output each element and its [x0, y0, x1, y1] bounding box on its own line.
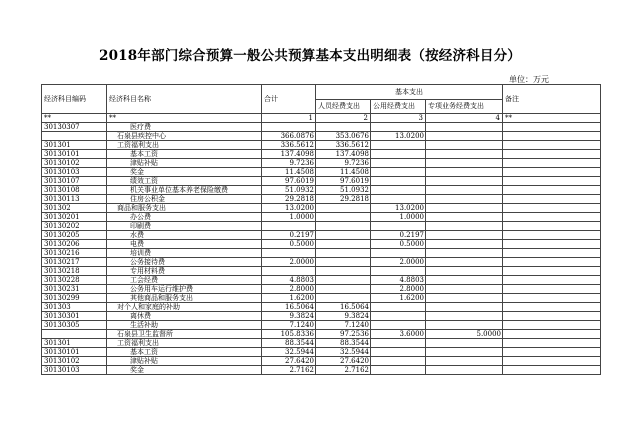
- row-personnel: [316, 231, 371, 240]
- row-total: [262, 123, 316, 132]
- row-special: [426, 186, 503, 195]
- row-name: 津贴补贴: [107, 159, 262, 168]
- row-special: [426, 132, 503, 141]
- row-name: 工资福利支出: [107, 339, 262, 348]
- row-personnel: 11.4508: [316, 168, 371, 177]
- table-row: [42, 186, 601, 195]
- row-special: [426, 294, 503, 303]
- row-public: [371, 303, 426, 312]
- row-total: 11.4508: [262, 168, 316, 177]
- row-note: [503, 141, 601, 150]
- row-total: 13.0200: [262, 204, 316, 213]
- row-public: 1.6200: [371, 294, 426, 303]
- row-total: 51.0932: [262, 186, 316, 195]
- row-special: [426, 150, 503, 159]
- index-3: 3: [371, 114, 426, 123]
- row-note: [503, 132, 601, 141]
- row-code: 30130205: [42, 231, 107, 240]
- row-personnel: [316, 267, 371, 276]
- row-name: 培训费: [107, 249, 262, 258]
- row-total: 88.3544: [262, 339, 316, 348]
- row-name: 印刷费: [107, 222, 262, 231]
- row-public: [371, 339, 426, 348]
- table-row: [42, 294, 601, 303]
- row-public: [371, 150, 426, 159]
- row-total: 4.8803: [262, 276, 316, 285]
- row-code: 30130101: [42, 348, 107, 357]
- row-personnel: [316, 258, 371, 267]
- row-total: 0.2197: [262, 231, 316, 240]
- row-code: 30130201: [42, 213, 107, 222]
- row-name: 商品和服务支出: [107, 204, 262, 213]
- row-special: 5.0000: [426, 330, 503, 339]
- row-note: [503, 276, 601, 285]
- row-code: 30130216: [42, 249, 107, 258]
- row-note: [503, 177, 601, 186]
- table-row: [42, 276, 601, 285]
- table-row: [42, 195, 601, 204]
- row-public: [371, 267, 426, 276]
- row-public: [371, 168, 426, 177]
- table-row: [42, 141, 601, 150]
- row-name: 基本工资: [107, 348, 262, 357]
- row-name: 基本工资: [107, 150, 262, 159]
- row-note: [503, 357, 601, 366]
- row-personnel: [316, 240, 371, 249]
- table-row: [42, 240, 601, 249]
- row-total: 1.0000: [262, 213, 316, 222]
- table-row: [42, 258, 601, 267]
- row-note: [503, 366, 601, 375]
- row-public: [371, 159, 426, 168]
- header-personnel: 人员经费支出: [316, 99, 371, 114]
- row-note: [503, 339, 601, 348]
- row-name: 生活补助: [107, 321, 262, 330]
- row-personnel: 353.0676: [316, 132, 371, 141]
- row-total: 137.4098: [262, 150, 316, 159]
- row-note: [503, 258, 601, 267]
- table-row: [42, 285, 601, 294]
- row-name: 工资福利支出: [107, 141, 262, 150]
- row-personnel: 88.3544: [316, 339, 371, 348]
- row-special: [426, 159, 503, 168]
- row-name: 水费: [107, 231, 262, 240]
- row-personnel: 27.6420: [316, 357, 371, 366]
- index-note: **: [503, 114, 601, 123]
- row-public: 1.0000: [371, 213, 426, 222]
- row-name: 奖金: [107, 168, 262, 177]
- row-personnel: [316, 213, 371, 222]
- row-special: [426, 321, 503, 330]
- row-note: [503, 294, 601, 303]
- row-special: [426, 177, 503, 186]
- row-note: [503, 231, 601, 240]
- row-personnel: [316, 285, 371, 294]
- row-name: 工会经费: [107, 276, 262, 285]
- row-note: [503, 330, 601, 339]
- row-public: [371, 357, 426, 366]
- row-special: [426, 222, 503, 231]
- row-name: 石泉县卫生监督所: [107, 330, 262, 339]
- table-row: [42, 339, 601, 348]
- row-code: 30130102: [42, 159, 107, 168]
- index-2: 2: [316, 114, 371, 123]
- row-personnel: [316, 123, 371, 132]
- row-total: 97.6019: [262, 177, 316, 186]
- row-name: 住房公积金: [107, 195, 262, 204]
- row-special: [426, 240, 503, 249]
- row-public: 0.2197: [371, 231, 426, 240]
- table-row: [42, 267, 601, 276]
- row-public: 0.5000: [371, 240, 426, 249]
- header-total: 合计: [262, 85, 316, 114]
- row-code: 30130108: [42, 186, 107, 195]
- table-row: [42, 132, 601, 141]
- row-special: [426, 303, 503, 312]
- row-note: [503, 213, 601, 222]
- row-note: [503, 123, 601, 132]
- table-row: [42, 249, 601, 258]
- row-personnel: [316, 276, 371, 285]
- row-code: 30130102: [42, 357, 107, 366]
- row-special: [426, 249, 503, 258]
- row-personnel: 2.7162: [316, 366, 371, 375]
- row-name: 石泉县疾控中心: [107, 132, 262, 141]
- row-total: 336.5612: [262, 141, 316, 150]
- row-note: [503, 303, 601, 312]
- row-special: [426, 339, 503, 348]
- row-name: 机关事业单位基本养老保险缴费: [107, 186, 262, 195]
- row-public: 13.0200: [371, 132, 426, 141]
- row-personnel: 9.3824: [316, 312, 371, 321]
- index-4: 4: [426, 114, 503, 123]
- row-code: 301302: [42, 204, 107, 213]
- table-row: [42, 177, 601, 186]
- row-note: [503, 267, 601, 276]
- header-code: 经济科目编码: [42, 85, 107, 114]
- row-total: [262, 267, 316, 276]
- table-row: [42, 330, 601, 339]
- row-code: 30130206: [42, 240, 107, 249]
- row-special: [426, 276, 503, 285]
- row-personnel: 16.5064: [316, 303, 371, 312]
- row-personnel: 137.4098: [316, 150, 371, 159]
- row-name: 离休费: [107, 312, 262, 321]
- row-note: [503, 222, 601, 231]
- row-code: 30130113: [42, 195, 107, 204]
- row-personnel: [316, 294, 371, 303]
- row-name: 对个人和家庭的补助: [107, 303, 262, 312]
- row-name: 公务用车运行维护费: [107, 285, 262, 294]
- row-total: 2.7162: [262, 366, 316, 375]
- row-note: [503, 285, 601, 294]
- row-name: 公务接待费: [107, 258, 262, 267]
- row-public: [371, 141, 426, 150]
- row-public: [371, 123, 426, 132]
- row-name: 办公费: [107, 213, 262, 222]
- table-row: [42, 222, 601, 231]
- table-row: [42, 168, 601, 177]
- row-total: [262, 249, 316, 258]
- table-row: [42, 150, 601, 159]
- row-code: 30130202: [42, 222, 107, 231]
- row-special: [426, 357, 503, 366]
- row-public: [371, 186, 426, 195]
- row-total: 105.8336: [262, 330, 316, 339]
- row-note: [503, 150, 601, 159]
- row-total: 32.5944: [262, 348, 316, 357]
- row-total: 29.2818: [262, 195, 316, 204]
- row-code: 30130307: [42, 123, 107, 132]
- row-name: 津贴补贴: [107, 357, 262, 366]
- header-name: 经济科目名称: [107, 85, 262, 114]
- row-personnel: 51.0932: [316, 186, 371, 195]
- row-total: 9.7236: [262, 159, 316, 168]
- row-code: [42, 330, 107, 339]
- row-name: 电费: [107, 240, 262, 249]
- row-note: [503, 159, 601, 168]
- row-special: [426, 258, 503, 267]
- row-public: [371, 177, 426, 186]
- header-row-1: [42, 85, 601, 100]
- row-name: 奖金: [107, 366, 262, 375]
- row-special: [426, 168, 503, 177]
- row-name: 其他商品和服务支出: [107, 294, 262, 303]
- row-code: 30130103: [42, 168, 107, 177]
- row-special: [426, 123, 503, 132]
- row-total: [262, 222, 316, 231]
- row-personnel: [316, 222, 371, 231]
- row-special: [426, 285, 503, 294]
- row-public: [371, 195, 426, 204]
- table-row: [42, 366, 601, 375]
- row-personnel: 97.6019: [316, 177, 371, 186]
- table-row: [42, 204, 601, 213]
- row-public: [371, 249, 426, 258]
- budget-table: [41, 84, 601, 375]
- index-row: [42, 114, 601, 123]
- row-public: 2.0000: [371, 258, 426, 267]
- index-1: 1: [262, 114, 316, 123]
- table-row: [42, 348, 601, 357]
- row-note: [503, 204, 601, 213]
- row-public: 2.8000: [371, 285, 426, 294]
- unit-label: 单位：万元: [509, 75, 549, 84]
- row-code: 30130301: [42, 312, 107, 321]
- row-name: 绩效工资: [107, 177, 262, 186]
- row-personnel: 29.2818: [316, 195, 371, 204]
- row-personnel: [316, 249, 371, 258]
- header-special: 专项业务经费支出: [426, 99, 503, 114]
- row-code: 30130107: [42, 177, 107, 186]
- table-row: [42, 321, 601, 330]
- row-code: 301301: [42, 339, 107, 348]
- row-note: [503, 168, 601, 177]
- table-row: [42, 357, 601, 366]
- row-personnel: 97.2536: [316, 330, 371, 339]
- page-title: 2018年部门综合预算一般公共预算基本支出明细表（按经济科目分）: [99, 48, 521, 64]
- row-public: 13.0200: [371, 204, 426, 213]
- row-total: 7.1240: [262, 321, 316, 330]
- row-total: 27.6420: [262, 357, 316, 366]
- row-personnel: 32.5944: [316, 348, 371, 357]
- row-note: [503, 348, 601, 357]
- row-public: 4.8803: [371, 276, 426, 285]
- row-special: [426, 366, 503, 375]
- row-special: [426, 195, 503, 204]
- row-total: 0.5000: [262, 240, 316, 249]
- row-public: [371, 312, 426, 321]
- header-basic: 基本支出: [316, 85, 503, 100]
- table-row: [42, 213, 601, 222]
- row-personnel: 9.7236: [316, 159, 371, 168]
- row-note: [503, 312, 601, 321]
- row-public: 3.6000: [371, 330, 426, 339]
- row-total: 1.6200: [262, 294, 316, 303]
- row-total: 2.0000: [262, 258, 316, 267]
- row-public: [371, 348, 426, 357]
- index-name: **: [107, 114, 262, 123]
- row-public: [371, 366, 426, 375]
- row-code: 30130217: [42, 258, 107, 267]
- row-note: [503, 249, 601, 258]
- row-name: 专用材料费: [107, 267, 262, 276]
- row-code: 301301: [42, 141, 107, 150]
- row-code: 301303: [42, 303, 107, 312]
- row-code: [42, 132, 107, 141]
- index-code: **: [42, 114, 107, 123]
- row-special: [426, 204, 503, 213]
- row-note: [503, 195, 601, 204]
- table-row: [42, 159, 601, 168]
- row-code: 30130101: [42, 150, 107, 159]
- row-personnel: 336.5612: [316, 141, 371, 150]
- row-code: 30130299: [42, 294, 107, 303]
- table-row: [42, 123, 601, 132]
- row-note: [503, 240, 601, 249]
- row-total: 16.5064: [262, 303, 316, 312]
- row-special: [426, 231, 503, 240]
- row-special: [426, 141, 503, 150]
- row-code: 30130305: [42, 321, 107, 330]
- table-row: [42, 303, 601, 312]
- row-note: [503, 186, 601, 195]
- row-total: 366.0876: [262, 132, 316, 141]
- row-special: [426, 213, 503, 222]
- header-public: 公用经费支出: [371, 99, 426, 114]
- row-name: 医疗费: [107, 123, 262, 132]
- header-note: 备注: [503, 85, 601, 114]
- row-note: [503, 321, 601, 330]
- row-code: 30130231: [42, 285, 107, 294]
- row-public: [371, 222, 426, 231]
- table-row: [42, 312, 601, 321]
- row-special: [426, 267, 503, 276]
- row-total: 9.3824: [262, 312, 316, 321]
- row-personnel: [316, 204, 371, 213]
- row-special: [426, 348, 503, 357]
- row-code: 30130218: [42, 267, 107, 276]
- row-code: 30130103: [42, 366, 107, 375]
- row-public: [371, 321, 426, 330]
- row-personnel: 7.1240: [316, 321, 371, 330]
- table-row: [42, 231, 601, 240]
- row-total: 2.8000: [262, 285, 316, 294]
- row-code: 30130228: [42, 276, 107, 285]
- row-special: [426, 312, 503, 321]
